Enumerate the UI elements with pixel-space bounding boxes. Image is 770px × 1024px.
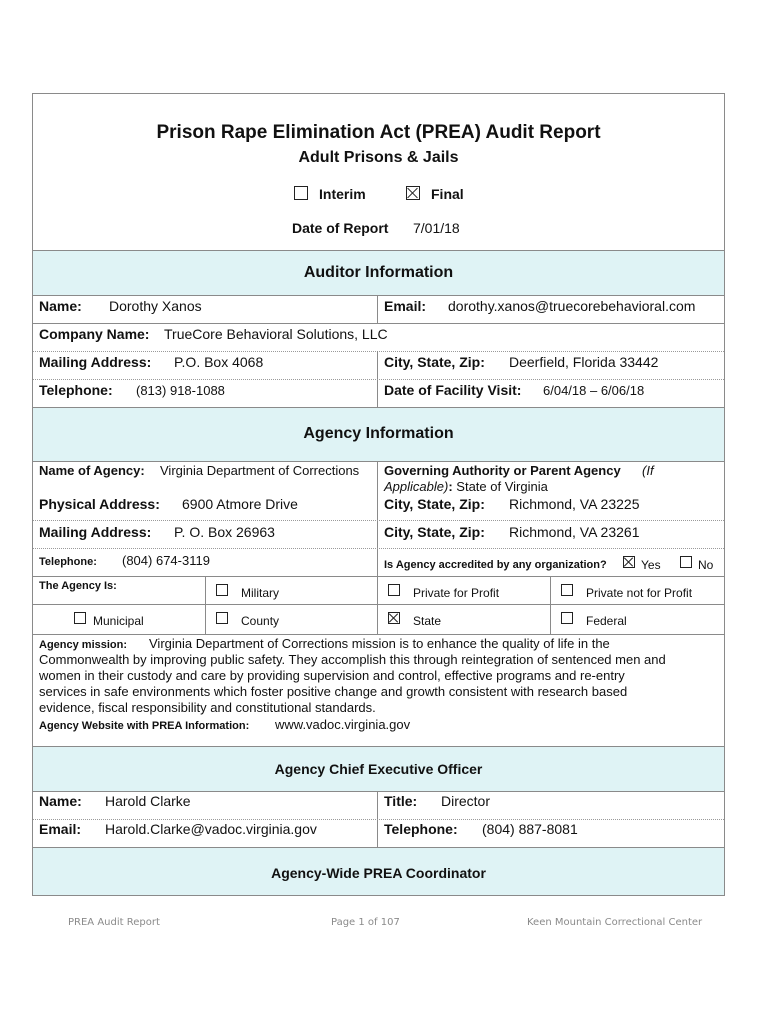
- municipal-checkbox[interactable]: [74, 612, 86, 624]
- auditor-name-value: Dorothy Xanos: [109, 298, 202, 314]
- report-subtitle: Adult Prisons & Jails: [298, 149, 459, 166]
- governing-authority-value: State of Virginia: [456, 479, 548, 494]
- accredited-yes-label: Yes: [641, 558, 661, 572]
- date-of-report-value: 7/01/18: [413, 220, 460, 236]
- auditor-city-value: Deerfield, Florida 33442: [509, 354, 659, 370]
- ceo-section-title: Agency Chief Executive Officer: [274, 761, 483, 777]
- facility-visit-label: Date of Facility Visit:: [384, 382, 522, 398]
- ceo-phone-value: (804) 887-8081: [482, 821, 578, 837]
- auditor-mailing-label: Mailing Address:: [39, 354, 152, 370]
- website-label: Agency Website with PREA Information:: [39, 720, 250, 732]
- accredited-question: Is Agency accredited by any organization?: [384, 559, 607, 571]
- facility-visit-value: 6/04/18 – 6/06/18: [543, 383, 645, 398]
- final-checkbox[interactable]: [406, 186, 420, 200]
- auditor-email-value: dorothy.xanos@truecorebehavioral.com: [448, 298, 696, 314]
- military-checkbox[interactable]: [216, 584, 228, 596]
- agency-city1-value: Richmond, VA 23225: [509, 496, 640, 512]
- agency-phone-value: (804) 674-3119: [122, 553, 210, 568]
- agency-city2-value: Richmond, VA 23261: [509, 524, 640, 540]
- agency-is-label: The Agency Is:: [39, 580, 117, 592]
- private-profit-checkbox[interactable]: [388, 584, 400, 596]
- ceo-name-label: Name:: [39, 793, 82, 809]
- auditor-email-label: Email:: [384, 298, 427, 314]
- state-label: State: [413, 614, 442, 628]
- agency-section-title: Agency Information: [303, 425, 454, 442]
- mission-line-3: women in their custody and care by providing supervision and control, effective programs and re-entry: [39, 668, 625, 683]
- accredited-no-label: No: [698, 558, 714, 572]
- mission-line-2: Commonwealth by improving public safety. They accomplish this through reintegration of sentenced men and: [39, 652, 666, 667]
- municipal-label: Municipal: [93, 614, 144, 628]
- coordinator-section-title: Agency-Wide PREA Coordinator: [271, 865, 486, 881]
- auditor-name-label: Name:: [39, 298, 82, 314]
- governing-authority-line2: [384, 479, 548, 494]
- website-value[interactable]: www.vadoc.virginia.gov: [275, 717, 411, 732]
- auditor-city-label: City, State, Zip:: [384, 354, 485, 370]
- military-label: Military: [241, 586, 279, 600]
- footer-right: Keen Mountain Correctional Center: [527, 917, 703, 928]
- agency-phone-label: Telephone:: [39, 556, 97, 568]
- county-checkbox[interactable]: [216, 612, 228, 624]
- final-label: Final: [431, 186, 464, 202]
- auditor-section-title: Auditor Information: [303, 264, 454, 281]
- auditor-phone-value: (813) 918-1088: [136, 383, 225, 398]
- private-nonprofit-checkbox[interactable]: [561, 584, 573, 596]
- ceo-phone-label: Telephone:: [384, 821, 458, 837]
- private-nonprofit-label: Private not for Profit: [586, 586, 693, 600]
- interim-label: Interim: [319, 186, 366, 202]
- ceo-email-value: Harold.Clarke@vadoc.virginia.gov: [105, 821, 317, 837]
- mission-label: Agency mission:: [39, 639, 128, 651]
- auditor-mailing-value: P.O. Box 4068: [174, 354, 264, 370]
- agency-name-label: Name of Agency:: [39, 463, 145, 478]
- governing-authority-if: (If: [642, 463, 654, 478]
- ceo-title-label: Title:: [384, 793, 418, 809]
- company-name-value: TrueCore Behavioral Solutions, LLC: [164, 326, 388, 342]
- agency-name-value: Virginia Department of Corrections: [160, 463, 360, 478]
- federal-label: Federal: [586, 614, 627, 628]
- physical-address-label: Physical Address:: [39, 496, 160, 512]
- ceo-title-value: Director: [441, 793, 491, 809]
- ceo-email-label: Email:: [39, 821, 82, 837]
- ceo-name-value: Harold Clarke: [105, 793, 191, 809]
- physical-address-value: 6900 Atmore Drive: [182, 496, 298, 512]
- agency-city2-label: City, State, Zip:: [384, 524, 485, 540]
- private-profit-label: Private for Profit: [413, 586, 500, 600]
- federal-checkbox[interactable]: [561, 612, 573, 624]
- agency-mailing-value: P. O. Box 26963: [174, 524, 275, 540]
- interim-checkbox[interactable]: [294, 186, 308, 200]
- date-of-report-label: Date of Report: [292, 220, 389, 236]
- governing-authority-label: Governing Authority or Parent Agency: [384, 463, 621, 478]
- accredited-yes-checkbox[interactable]: [623, 556, 635, 568]
- agency-mailing-label: Mailing Address:: [39, 524, 152, 540]
- accredited-no-checkbox[interactable]: [680, 556, 692, 568]
- governing-colon: :: [448, 479, 453, 494]
- agency-city1-label: City, State, Zip:: [384, 496, 485, 512]
- auditor-phone-label: Telephone:: [39, 382, 113, 398]
- footer-page-number: Page 1 of 107: [331, 917, 400, 928]
- mission-line-4: services in safe environments which foster positive change and growth consistent with research based: [39, 684, 628, 699]
- mission-line-1: Virginia Department of Corrections mission is to enhance the quality of life in the: [149, 636, 610, 651]
- report-form: [32, 93, 725, 896]
- report-title: Prison Rape Elimination Act (PREA) Audit Report: [156, 122, 601, 143]
- company-name-label: Company Name:: [39, 326, 150, 342]
- mission-line-5: evidence, fiscal responsibility and constitutional standards.: [39, 700, 376, 715]
- county-label: County: [241, 614, 280, 628]
- state-checkbox[interactable]: [388, 612, 400, 624]
- footer-left: PREA Audit Report: [68, 917, 160, 928]
- governing-applicable-text: Applicable): [384, 479, 449, 494]
